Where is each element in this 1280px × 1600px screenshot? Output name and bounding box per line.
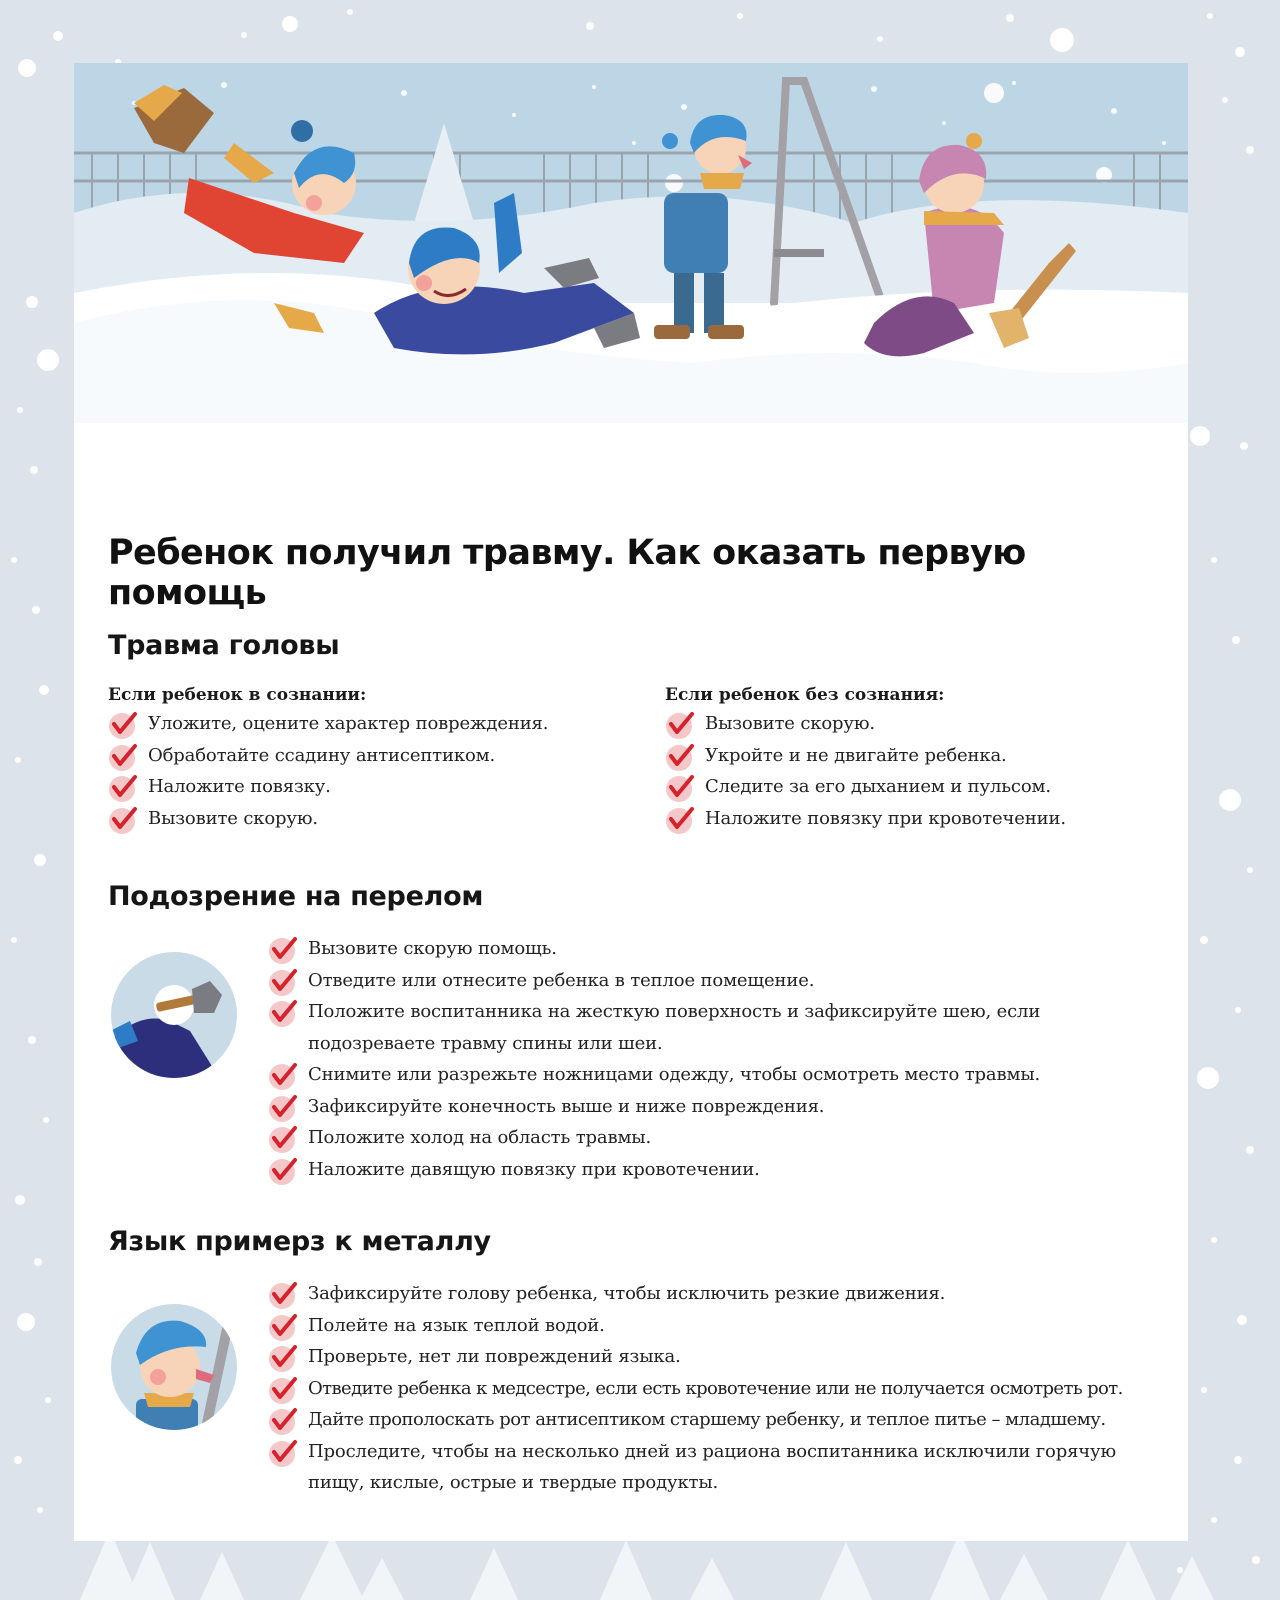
list-item [665,803,1165,835]
list-item-text: Наложите давящую повязку при кровотечении. [308,1158,760,1180]
check-circle-icon [268,1061,298,1091]
list-item [268,1404,1168,1436]
list-item-text: Обработайте ссадину антисептиком. [148,744,496,766]
list-item [108,771,628,803]
page-title: Ребенок получил травму. Как оказать первую помощь [108,533,1026,613]
list-item [268,1310,1168,1342]
list-item [268,1373,1168,1405]
list-item [665,740,1165,772]
fracture-checklist [268,933,1168,1185]
broken-arm-icon [110,951,238,1079]
list-item-text: Вызовите скорую. [148,807,318,829]
section-heading-tongue: Язык примерз к металлу [108,1226,491,1257]
check-circle-icon [108,742,138,772]
check-circle-icon [665,742,695,772]
check-circle-icon [268,1280,298,1310]
list-item-text: Укройте и не двигайте ребенка. [705,744,1007,766]
list-item [268,996,1168,1059]
check-circle-icon [268,1124,298,1154]
list-item-text: Зафиксируйте конечность выше и ниже повреждения. [308,1095,825,1117]
check-circle-icon [268,1156,298,1186]
tongue-checklist [268,1278,1168,1499]
check-circle-icon [268,998,298,1028]
list-item [268,1341,1168,1373]
list-item-text: Положите воспитанника на жесткую поверхность и зафиксируйте шею, если подозреваете травму спины или шеи. [308,1001,1041,1054]
list-item [108,803,628,835]
check-circle-icon [268,1312,298,1342]
check-circle-icon [108,773,138,803]
check-circle-icon [268,1406,298,1436]
list-item-text: Следите за его дыханием и пульсом. [705,776,1051,797]
list-item-text: Проследите, чтобы на несколько дней из рациона воспитанника исключили горячую пищу, кислые, острые и твердые продукты. [308,1440,1117,1493]
winter-playground-illustration [74,63,1188,423]
check-circle-icon [665,710,695,740]
child-tongue-on-pole-icon [110,1303,238,1431]
check-circle-icon [268,1343,298,1373]
list-item [108,740,628,772]
list-item [665,771,1165,803]
list-item [268,1278,1168,1310]
check-circle-icon [108,805,138,835]
check-circle-icon [665,773,695,803]
list-item-text: Дайте прополоскать рот антисептиком старшему ребенку, и теплое питье – младшему. [308,1409,1106,1430]
list-item-text: Отведите или отнесите ребенка в теплое помещение. [308,969,815,991]
unconscious-checklist [665,708,1165,834]
list-item-text: Наложите повязку при кровотечении. [705,807,1066,829]
list-item [268,1436,1168,1499]
list-item [665,708,1165,740]
check-circle-icon [268,967,298,997]
check-circle-icon [268,1375,298,1405]
check-circle-icon [665,805,695,835]
check-circle-icon [268,1438,298,1468]
check-circle-icon [268,1093,298,1123]
list-item [268,1122,1168,1154]
list-item-text: Наложите повязку. [148,776,331,797]
section-heading-fracture: Подозрение на перелом [108,881,484,912]
conscious-subheading: Если ребенок в сознании: [108,685,367,705]
list-item-text: Вызовите скорую. [705,713,875,734]
list-item [268,1154,1168,1186]
unconscious-subheading: Если ребенок без сознания: [665,685,945,705]
list-item [268,965,1168,997]
poster-sheet [74,63,1188,1541]
list-item-text: Проверьте, нет ли повреждений языка. [308,1346,681,1367]
list-item-text: Полейте на язык теплой водой. [308,1314,605,1336]
list-item-text: Положите холод на область травмы. [308,1127,652,1148]
list-item-text: Вызовите скорую помощь. [308,938,557,959]
conscious-checklist [108,708,628,834]
list-item [268,933,1168,965]
list-item-text: Уложите, оцените характер повреждения. [148,713,549,734]
list-item [108,708,628,740]
list-item-text: Отведите ребенка к медсестре, если есть кровотечение или не получается осмотреть рот. [308,1377,1123,1399]
list-item-text: Снимите или разрежьте ножницами одежду, чтобы осмотреть место травмы. [308,1064,1041,1085]
check-circle-icon [108,710,138,740]
list-item [268,1091,1168,1123]
list-item-text: Зафиксируйте голову ребенка, чтобы исключить резкие движения. [308,1283,946,1304]
list-item [268,1059,1168,1091]
section-heading-head-injury: Травма головы [108,630,340,661]
check-circle-icon [268,935,298,965]
